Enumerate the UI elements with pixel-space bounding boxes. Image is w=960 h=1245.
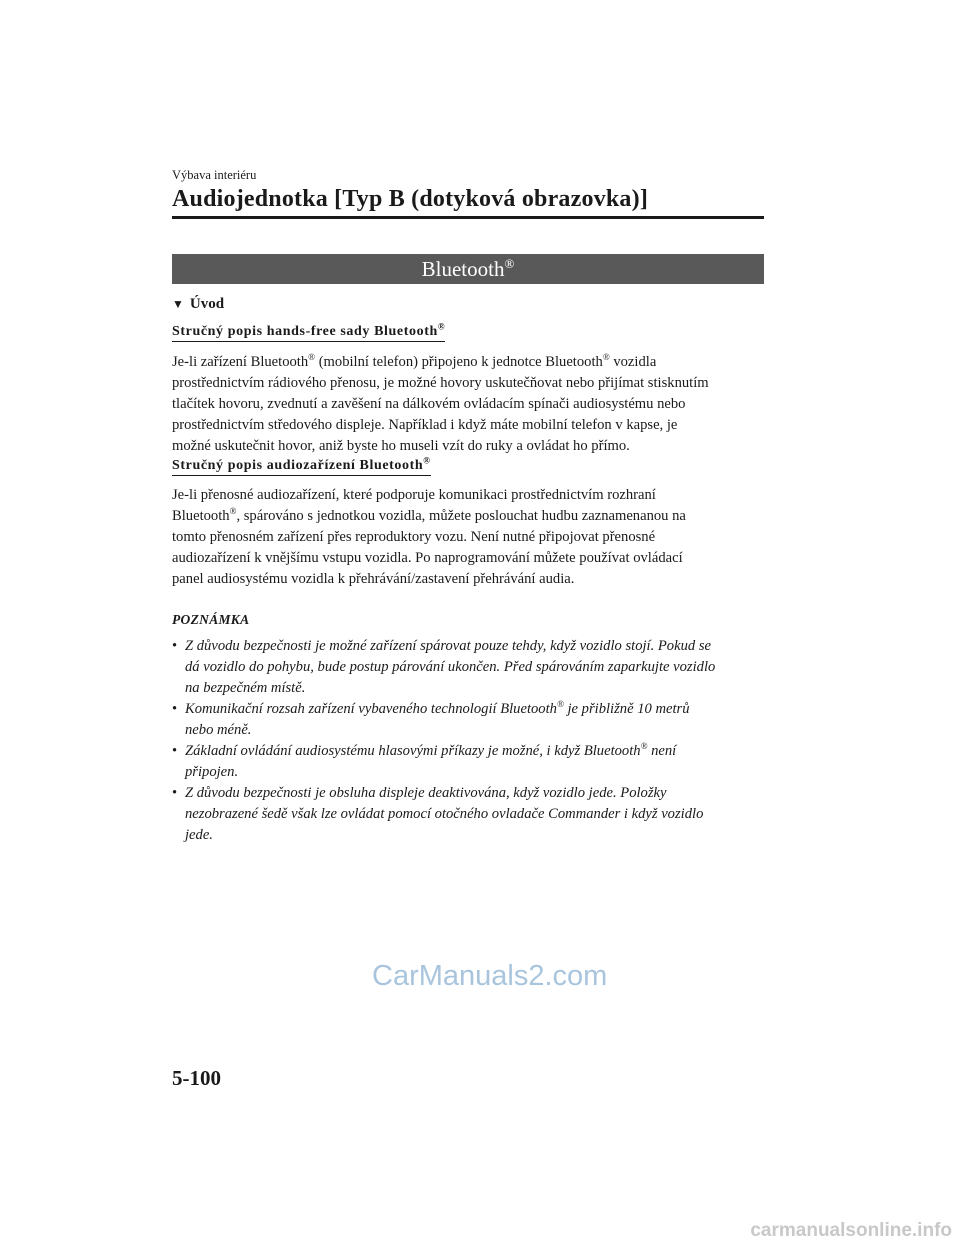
text-line: Je-li přenosné audiozařízení, které podporuje komunikaci prostřednictvím rozhraní [172,487,656,503]
breadcrumb: Výbava interiéru [172,168,257,182]
footer-watermark: carmanualsonline.info [750,1220,952,1241]
text-line: audiozařízení k vnějšímu vstupu vozidla. Po naprogramování můžete používat ovládací [172,550,683,566]
text-line: Základní ovládání audiosystému hlasovými příkazy je možné, i když Bluetooth® není [185,741,677,759]
text-line: připojen. [185,764,239,780]
text-line: na bezpečném místě. [185,680,306,696]
section-title-bar [172,254,764,284]
text-line: nezobrazené šedě však lze ovládat pomocí otočného ovladače Commander i když vozidlo [185,806,704,822]
bullet-icon: • [172,743,178,759]
triangle-down-icon: ▼ [172,297,184,311]
bullet-icon: • [172,785,178,801]
section-title: Bluetooth [421,257,505,281]
text-line: tomto přenosném zařízení přes reproduktory vozu. Není nutné připojovat přenosné [172,529,656,545]
text-line: tlačítek hovoru, zvednutí a zavěšení na dálkovém ovládacím spínači audiosystému nebo [172,396,686,412]
text-line: panel audiosystému vozidla k přehrávání/zastavení přehrávání audia. [172,571,575,587]
note-item [172,741,764,783]
title-divider [172,216,764,219]
text-line: Z důvodu bezpečnosti je možné zařízení spárovat pouze tehdy, když vozidlo stojí. Pokud se [185,638,711,654]
registered-mark: ® [504,256,515,271]
topic-heading-text: Stručný popis audiozařízení Bluetooth [172,458,424,473]
subsection-heading [172,296,224,313]
topic-heading-hands-free [172,321,446,342]
text-line: Je-li zařízení Bluetooth® (mobilní telefon) připojeno k jednotce Bluetooth® vozidla [172,352,657,370]
text-line: prostřednictvím středového displeje. Například i když máte mobilní telefon v kapse, je [172,417,678,433]
text-line: možné uskutečnit hovor, aniž byste ho museli vzít do ruky a ovládat ho přímo. [172,438,630,454]
bullet-icon: • [172,638,178,654]
subsection-title: Úvod [189,296,225,312]
text-line: nebo méně. [185,722,252,738]
watermark: CarManuals2.com [372,960,608,992]
paragraph-hands-free [172,352,764,457]
page-number: 5-100 [172,1066,221,1090]
topic-heading-text: Stručný popis hands-free sady Bluetooth [172,324,438,339]
paragraph-audio [172,485,764,590]
text-line: dá vozidlo do pohybu, bude postup párování ukončen. Před spárováním zaparkujte vozidlo [185,659,716,675]
registered-mark: ® [423,455,431,466]
text-line: Z důvodu bezpečnosti je obsluha displeje deaktivována, když vozidlo jede. Položky [185,785,667,801]
bullet-icon: • [172,701,178,717]
topic-heading-audio [172,455,431,476]
page-title: Audiojednotka [Typ B (dotyková obrazovka)] [172,186,649,212]
note-list [172,636,764,846]
text-line: Komunikační rozsah zařízení vybaveného technologií Bluetooth® je přibližně 10 metrů [185,699,690,717]
note-item [172,783,764,846]
note-label: POZNÁMKA [172,612,250,627]
note-item [172,636,764,699]
text-line: Bluetooth®, spárováno s jednotkou vozidla, můžete poslouchat hudbu zaznamenanou na [172,506,686,524]
text-line: jede. [185,827,213,843]
note-item [172,699,764,741]
text-line: prostřednictvím rádiového přenosu, je možné hovory uskutečňovat nebo přijímat stisknutím [172,375,709,391]
registered-mark: ® [437,321,446,332]
